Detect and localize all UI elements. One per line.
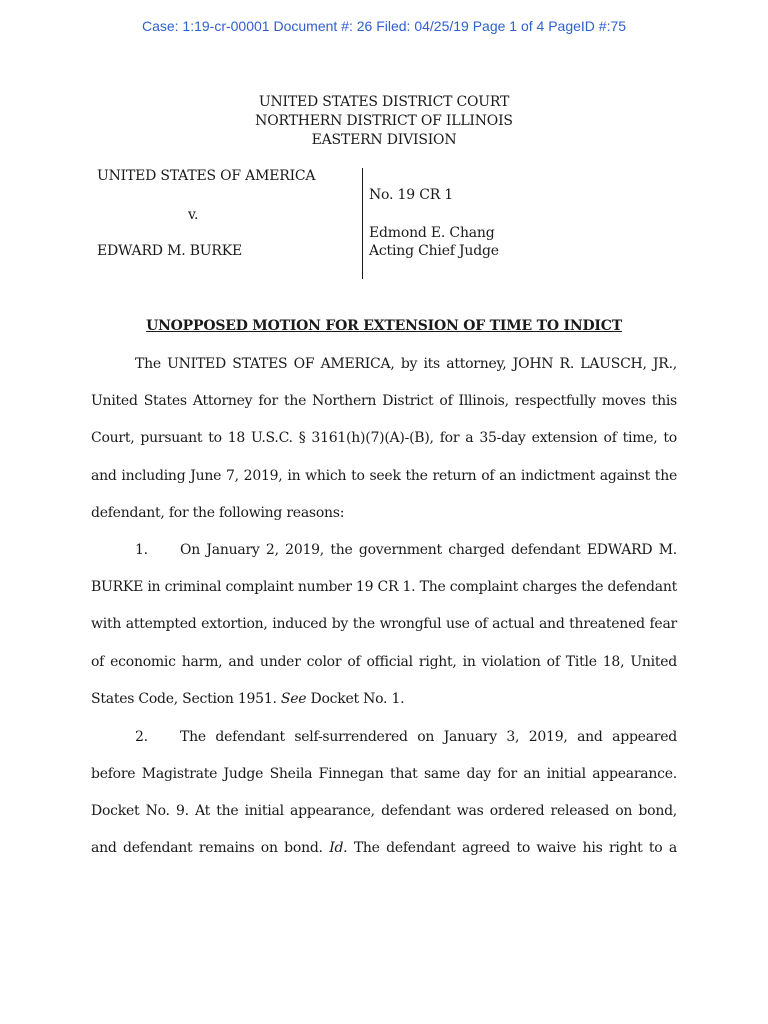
ecf-filing-header: Case: 1:19-cr-00001 Document #: 26 Filed: 04/25/19 Page 1 of 4 PageID #:75 xyxy=(141,18,627,34)
para2-line-3: Docket No. 9. At the initial appearance, defendant was ordered released on bond, xyxy=(91,803,677,819)
para2-first-line xyxy=(91,729,677,745)
para1-first-line xyxy=(91,542,677,558)
court-district: NORTHERN DISTRICT OF ILLINOIS xyxy=(255,113,513,129)
intro-line-3: Court, pursuant to 18 U.S.C. § 3161(h)(7)(A)-(B), for a 35-day extension of time, to xyxy=(91,430,677,446)
para2-last-text: and defendant remains on bond. xyxy=(91,840,330,856)
para2-waiver-text: The defendant agreed to waive his right to a xyxy=(347,840,677,856)
plaintiff-name: UNITED STATES OF AMERICA xyxy=(97,168,316,184)
para1-number: 1. xyxy=(135,542,148,558)
para1-line-4: of economic harm, and under color of official right, in violation of Title 18, United xyxy=(91,654,677,670)
para1-docket-ref: Docket No. 1. xyxy=(306,691,405,707)
court-division: EASTERN DIVISION xyxy=(311,132,457,148)
case-number: No. 19 CR 1 xyxy=(369,187,454,203)
para2-number: 2. xyxy=(135,729,148,745)
para1-line-2: BURKE in criminal complaint number 19 CR 1. The complaint charges the defendant xyxy=(91,579,677,595)
defendant-name: EDWARD M. BURKE xyxy=(97,243,243,259)
intro-line-4: and including June 7, 2019, in which to seek the return of an indictment against the xyxy=(91,468,677,484)
court-heading xyxy=(0,93,768,150)
para1-see-signal: See xyxy=(280,691,307,707)
para1-first-text: On January 2, 2019, the government charged defendant EDWARD M. xyxy=(180,542,677,558)
para2-id-signal: Id. xyxy=(329,840,348,856)
judge-title: Acting Chief Judge xyxy=(369,243,499,259)
versus-label: v. xyxy=(188,207,199,223)
para1-line-3: with attempted extortion, induced by the wrongful use of actual and threatened fear xyxy=(91,616,677,632)
intro-line-1: The UNITED STATES OF AMERICA, by its attorney, JOHN R. LAUSCH, JR., xyxy=(135,356,677,372)
para1-last-text: States Code, Section 1951. xyxy=(91,691,281,707)
intro-line-5: defendant, for the following reasons: xyxy=(91,505,345,521)
case-caption xyxy=(0,168,768,280)
para2-line-2: before Magistrate Judge Sheila Finnegan that same day for an initial appearance. xyxy=(91,766,677,782)
para1-line-5 xyxy=(91,691,677,707)
para2-line-4 xyxy=(91,840,677,856)
para2-first-text: The defendant self-surrendered on January 3, 2019, and appeared xyxy=(180,729,677,745)
motion-title: UNOPPOSED MOTION FOR EXTENSION OF TIME TO INDICT xyxy=(146,318,622,334)
judge-name: Edmond E. Chang xyxy=(369,225,495,241)
intro-line-2: United States Attorney for the Northern District of Illinois, respectfully moves this xyxy=(91,393,677,409)
caption-divider xyxy=(362,168,363,279)
court-name: UNITED STATES DISTRICT COURT xyxy=(258,94,510,110)
